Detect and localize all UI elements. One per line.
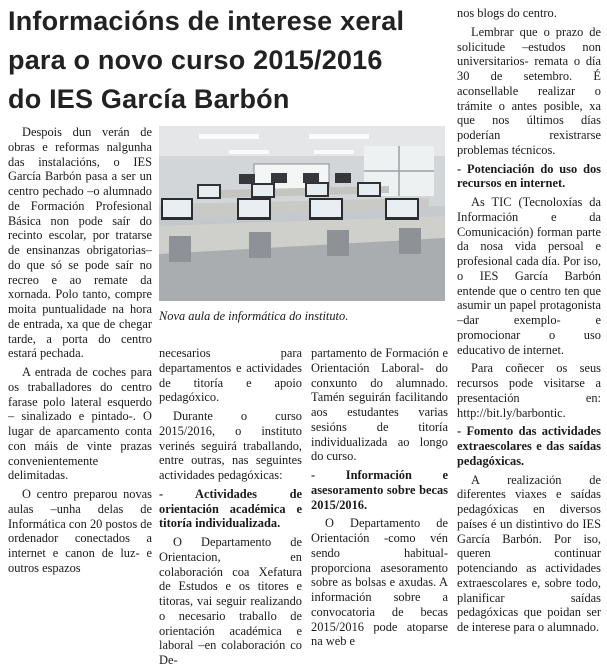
- column-1: [8, 125, 152, 635]
- col4-subheading-2: - Fomento das actividades extraescolares e das saídas pedagóxicas.: [457, 424, 601, 468]
- col2-subheading-1: - Actividades de orientación académica e titoría individualizada.: [159, 486, 302, 531]
- column-3: [311, 346, 448, 649]
- col4-paragraph-1: Lembrar que o prazo de solicitude –estudos non universitarios- remata o día 30 de setembro. É aconsellable realizar o trámite o antes posible, xa que nos últimos días poderían rexistrarse problemas técnicos.: [457, 24, 601, 157]
- col3-paragraph-1: partamento de Formación e Orientación Laboral- do conxunto do alumnado. Tamén seguirán facilitando aos estudantes varias sesións de titoría individualizada ao longo do curso.: [311, 346, 448, 464]
- col2-paragraph-1: necesarios para departamentos e actividades de titoría e apoio pedagóxico.: [159, 346, 302, 405]
- col4-paragraph-2: As TIC (Tecnoloxías da Información e da Comunicación) forman parte da nosa vida persoal e profesional cada día. Por iso, o IES García Barbón entende que o centro ten que asumir un papel protagonista –dar exemplo- e promocionar o uso educativo de internet.: [457, 195, 601, 357]
- headline-line-1: Informacións de interese xeral: [8, 6, 405, 36]
- headline-line-2: para o novo curso 2015/2016: [8, 45, 383, 75]
- photo-caption: Nova aula de informática do instituto.: [159, 309, 349, 323]
- col3-paragraph-2: O Departamento de Orientación -como vén sendo habitual- proporciona asesoramento sobre as bolsas e axudas. A información sobre a convocatoria de becas 2015/2016 pode atoparse na web e: [311, 516, 448, 649]
- col2-paragraph-3: O Departamento de Orientacion, en colaboración coa Xefatura de Estudos e os titores e titoras, vai seguir realizando o necesario traballo de orientación académica e laboral –en colaboración co De-: [159, 535, 302, 667]
- col1-paragraph-2: A entrada de coches para os traballadores do centro farase polo lateral esquerdo – sinalizado e pintado-. O lugar de aparcamento conta con máis de vinte prazas convenientemente delimitadas.: [8, 365, 152, 483]
- col4-paragraph-0: nos blogs do centro.: [457, 6, 557, 20]
- column-2: [159, 346, 302, 667]
- col1-paragraph-1: Despois dun verán de obras e reformas nalgunha das instalacións, o IES García Barbón pasa a ser un centro pechado –o alumnado de Formación Profesional Básica non pode saír do recinto escolar, por tratarse de ensinanzas obrigatorias– do que só se pode saír no recreo e ao remate da xornada. Polo tanto, compre moita puntualidade na hora de entrada, xa que de chegar tarde, a porta do centro estará pechada.: [8, 125, 152, 361]
- computer-classroom-image: [159, 126, 445, 301]
- col3-subheading-1: - Información e asesoramento sobre becas 2015/2016.: [311, 468, 448, 512]
- col4-paragraph-4: A realización de diferentes viaxes e saídas pedagóxicas en diversos países é un distintivo do IES García Barbón. Por iso, queren continuar potenciando as actividades extraescolares e, sobre todo, planificar saídas pedagóxicas que poidan ser de interese para o alumnado.: [457, 472, 601, 634]
- classroom-photo: [159, 126, 445, 301]
- column-4: [457, 6, 601, 636]
- article-headline: [8, 2, 448, 119]
- headline-line-3: do IES García Barbón: [8, 84, 290, 114]
- col4-subheading-1: - Potenciación do uso dos recursos en internet.: [457, 161, 601, 191]
- col4-paragraph-3: Para coñecer os seus recursos pode visitarse a presentación en: http://bit.ly/barbontic.: [457, 361, 601, 420]
- col2-paragraph-2: Durante o curso 2015/2016, o instituto verinés seguirá traballando, entre outras, nas seguintes actividades pedagóxicas:: [159, 409, 302, 482]
- col1-paragraph-3: O centro preparou novas aulas –unha delas de Informática con 20 postos de ordenador conectados a internet e canon de luz- e outros espazos: [8, 487, 152, 575]
